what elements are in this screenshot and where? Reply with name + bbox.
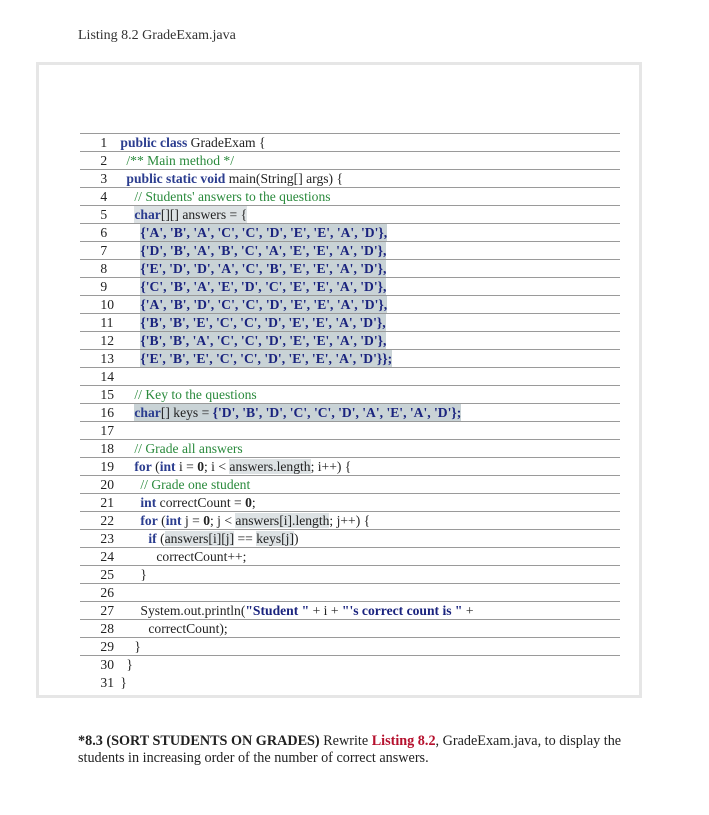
code-line-27: 27 System.out.println("Student " + i + "'s correct count is " +: [80, 584, 620, 602]
code-line-23: 23 if (answers[i][j] == keys[j]): [80, 512, 620, 530]
code-text: // Key to the questions: [134, 387, 257, 402]
code-text: {'D', 'B', 'A', 'B', 'C', 'A', 'E', 'E', 'A', 'D'},: [140, 243, 387, 258]
code-line-10: [80, 278, 620, 312]
code-line-28: [80, 602, 620, 636]
line-number: 31: [100, 675, 114, 690]
line-number: 2: [100, 153, 108, 168]
code-line-3: 3 public static void main(String[] args) {: [80, 152, 620, 170]
line-number: 6: [100, 225, 108, 240]
code-text: {'C', 'B', 'A', 'E', 'D', 'C', 'E', 'E', 'A', 'D'},: [140, 279, 387, 294]
exercise-text-before: Rewrite: [319, 733, 372, 749]
code-line-13: [80, 332, 620, 366]
code-line-15: [80, 368, 620, 402]
line-number: 20: [100, 477, 114, 492]
code-line-14: [80, 350, 620, 384]
code-line-1: 1 public class GradeExam {: [80, 116, 620, 134]
code-line-9: [80, 260, 620, 294]
code-text: // Students' answers to the questions: [134, 189, 331, 204]
line-number: 23: [100, 531, 114, 546]
code-line-4: [80, 170, 620, 204]
code-line-25: [80, 548, 620, 582]
listing-link[interactable]: Listing 8.2: [371, 733, 436, 749]
code-text: }: [140, 567, 147, 582]
exercise-text-after: , GradeExam.java, to display the students in increasing order of the number of correct answers.: [78, 733, 622, 766]
code-text: {'A', 'B', 'A', 'C', 'C', 'D', 'E', 'E', 'A', 'D'},: [140, 225, 388, 240]
exercise-title: *8.3 (SORT STUDENTS ON GRADES): [78, 733, 320, 749]
code-text: correctCount++;: [156, 549, 247, 564]
line-number: 22: [100, 513, 114, 528]
code-text: // Grade one student: [140, 477, 251, 492]
line-number: 12: [100, 333, 114, 348]
code-text: }: [126, 657, 133, 672]
code-text: {'E', 'D', 'D', 'A', 'C', 'B', 'E', 'E', 'A', 'D'},: [140, 261, 387, 276]
code-line-24: [80, 530, 620, 564]
code-line-5: 5 char[][] answers = {: [80, 188, 620, 206]
line-number: 19: [100, 459, 114, 474]
code-line-26: [80, 566, 620, 600]
line-number: 16: [100, 405, 114, 420]
code-line-7: [80, 224, 620, 258]
code-line-20: [80, 458, 620, 492]
line-number: 26: [100, 585, 114, 600]
code-text: correctCount);: [148, 621, 228, 636]
line-number: 14: [100, 369, 114, 384]
code-line-29: [80, 620, 620, 654]
line-number: 7: [100, 243, 108, 258]
line-number: 18: [100, 441, 114, 456]
code-listing: [80, 116, 620, 690]
line-number: 13: [100, 351, 114, 366]
line-number: 4: [100, 189, 108, 204]
exercise-paragraph: [78, 733, 648, 767]
code-line-31: [80, 656, 620, 690]
line-number: 21: [100, 495, 114, 510]
code-text: {'B', 'B', 'A', 'C', 'C', 'D', 'E', 'E', 'A', 'D'},: [140, 333, 387, 348]
code-line-2: [80, 134, 620, 168]
code-text: }: [120, 675, 127, 690]
line-number: 27: [100, 603, 114, 618]
line-number: 9: [100, 279, 108, 294]
code-line-12: [80, 314, 620, 348]
code-line-22: 22 for (int j = 0; j < answers[i].length; j++) {: [80, 494, 620, 512]
code-line-21: 21 int correctCount = 0;: [80, 476, 620, 494]
code-line-6: [80, 206, 620, 240]
code-text: }: [134, 639, 141, 654]
line-number: 3: [100, 171, 108, 186]
line-number: 5: [100, 207, 108, 222]
code-line-11: [80, 296, 620, 330]
line-number: 28: [100, 621, 114, 636]
listing-heading: Listing 8.2 GradeExam.java: [78, 28, 236, 43]
code-line-16: 16 char[] keys = {'D', 'B', 'D', 'C', 'C', 'D', 'A', 'E', 'A', 'D'};: [80, 386, 620, 404]
code-text: /** Main method */: [126, 153, 234, 168]
line-number: 29: [100, 639, 114, 654]
line-number: 30: [100, 657, 114, 672]
line-number: 10: [100, 297, 114, 312]
code-line-18: [80, 422, 620, 456]
line-number: 24: [100, 549, 114, 564]
code-line-8: [80, 242, 620, 276]
line-number: 8: [100, 261, 108, 276]
code-line-19: 19 for (int i = 0; i < answers.length; i++) {: [80, 440, 620, 458]
code-text: {'E', 'B', 'E', 'C', 'C', 'D', 'E', 'E', 'A', 'D'}};: [140, 351, 393, 366]
line-number: 17: [100, 423, 114, 438]
line-number: 15: [100, 387, 114, 402]
code-listing-box: [36, 62, 642, 698]
line-number: 1: [100, 135, 108, 150]
code-text: // Grade all answers: [134, 441, 243, 456]
code-text: {'B', 'B', 'E', 'C', 'C', 'D', 'E', 'E', 'A', 'D'},: [140, 315, 386, 330]
code-line-17: [80, 404, 620, 438]
line-number: 25: [100, 567, 114, 582]
line-number: 11: [100, 315, 114, 330]
code-line-30: [80, 638, 620, 672]
code-text: {'A', 'B', 'D', 'C', 'C', 'D', 'E', 'E', 'A', 'D'},: [140, 297, 388, 312]
